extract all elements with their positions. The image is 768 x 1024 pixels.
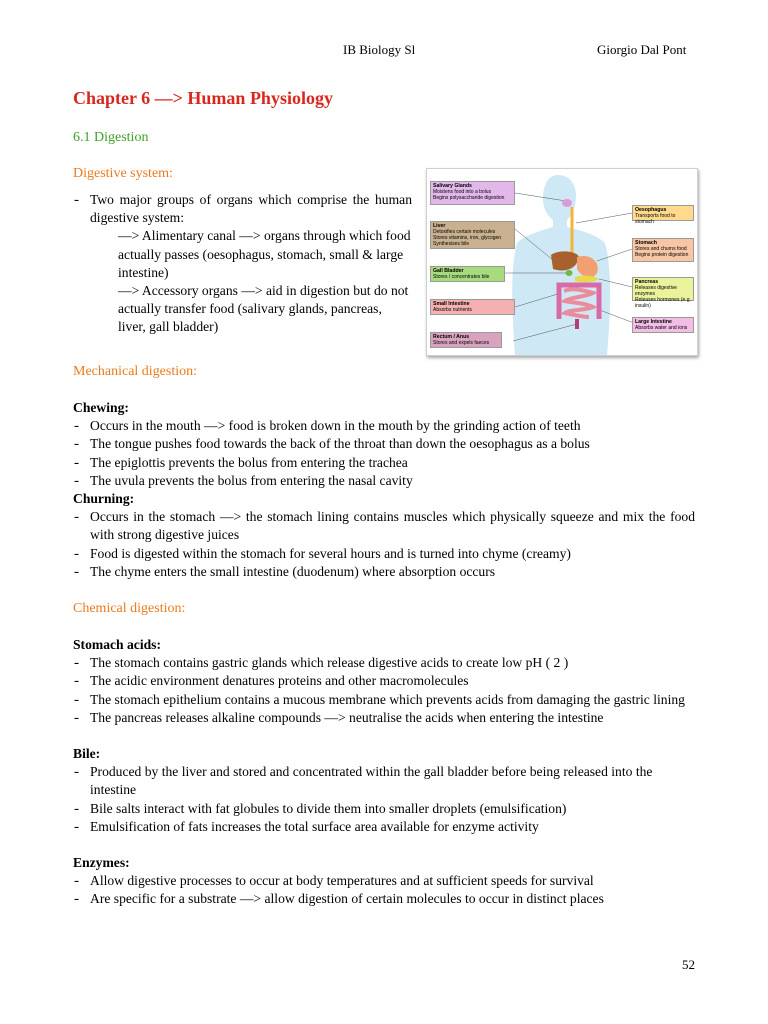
list-item: - Are specific for a substrate —> allow digestion of certain molecules to occur in distinct places: [73, 890, 695, 908]
list-item: - The uvula prevents the bolus from entering the nasal cavity: [73, 472, 695, 490]
header-course: IB Biology Sl: [343, 42, 416, 57]
accessory-organs-text: —> Accessory organs —> aid in digestion but do not actually transfer food (salivary glands, pancreas, liver, gall bladder): [118, 283, 409, 335]
label-liver: Liver Detoxifies certain molecules Stores vitamins, iron, glycogen Synthesises bile: [430, 221, 515, 249]
chemical-digestion-heading: Chemical digestion:: [73, 601, 186, 616]
list-item: - The stomach epithelium contains a mucous membrane which prevents acids from damaging the gastric lining: [73, 691, 695, 709]
list-item: - The stomach contains gastric glands which release digestive acids to create low pH ( 2 ): [73, 654, 695, 672]
enzymes-heading: Enzymes:: [73, 855, 130, 871]
chewing-list: [73, 417, 695, 490]
page-number: 52: [682, 957, 695, 972]
list-item: - Food is digested within the stomach for several hours and is turned into chyme (creamy): [73, 545, 695, 563]
list-item: - The epiglottis prevents the bolus from entering the trachea: [73, 454, 695, 472]
digestive-system-bullet: - Two major groups of organs which comprise the human digestive system:: [73, 191, 412, 227]
list-item: - Occurs in the mouth —> food is broken down in the mouth by the grinding action of teeth: [73, 417, 695, 435]
list-item: - The chyme enters the small intestine (duodenum) where absorption occurs: [73, 563, 695, 581]
mechanical-digestion-block: [73, 399, 695, 581]
churning-heading: Churning:: [73, 491, 135, 507]
bile-heading: Bile:: [73, 746, 101, 762]
label-large-intestine: Large Intestine Absorbs water and ions: [632, 317, 694, 333]
enzymes-list: [73, 872, 695, 908]
chemical-digestion-block: [73, 636, 695, 909]
digestive-system-heading: Digestive system:: [73, 166, 173, 181]
stomach-acids-list: [73, 654, 695, 727]
chapter-title: Chapter 6 —> Human Physiology: [73, 88, 333, 108]
alimentary-canal-text: —> Alimentary canal —> organs through which food actually passes (oesophagus, stomach, small & large intestine): [118, 228, 411, 280]
label-gall-bladder: Gall Bladder Stores / concentrates bile: [430, 266, 505, 282]
list-item: - Emulsification of fats increases the total surface area available for enzyme activity: [73, 818, 695, 836]
chewing-heading: Chewing:: [73, 400, 129, 415]
list-item: - The pancreas releases alkaline compounds —> neutralise the acids when entering the intestine: [73, 709, 695, 727]
list-item: - The tongue pushes food towards the back of the throat than down the oesophagus as a bolus: [73, 435, 695, 453]
digestive-system-block: [73, 191, 412, 337]
stomach-acids-heading: Stomach acids:: [73, 637, 161, 652]
list-item: - The acidic environment denatures proteins and other macromolecules: [73, 672, 695, 690]
section-title: 6.1 Digestion: [73, 130, 149, 145]
mechanical-digestion-heading: Mechanical digestion:: [73, 364, 198, 379]
label-rectum-anus: Rectum / Anus Stores and expels faeces: [430, 332, 502, 348]
label-stomach: Stomach Stores and churns food Begins protein digestion: [632, 238, 694, 262]
label-oesophagus: Oesophagus Transports food to stomach: [632, 205, 694, 221]
list-item: - Produced by the liver and stored and concentrated within the gall bladder before being released into the intestine: [73, 763, 695, 799]
list-item: - Bile salts interact with fat globules to divide them into smaller droplets (emulsification): [73, 800, 695, 818]
list-item: - Occurs in the stomach —> the stomach lining contains muscles which physically squeeze and mix the food with strong digestive juices: [73, 508, 695, 544]
header-author: Giorgio Dal Pont: [597, 42, 687, 57]
label-pancreas: Pancreas Releases digestive enzymes Releases hormones (e.g. insulin): [632, 277, 694, 301]
list-item: - Allow digestive processes to occur at body temperatures and at sufficient speeds for survival: [73, 872, 695, 890]
churning-list: [73, 508, 695, 581]
label-small-intestine: Small Intestine Absorbs nutrients: [430, 299, 515, 315]
digestive-system-diagram: [426, 168, 698, 356]
label-salivary-glands: Salivary Glands Moistens food into a bolus Begins polysaccharide digestion: [430, 181, 515, 205]
bile-list: [73, 763, 695, 836]
